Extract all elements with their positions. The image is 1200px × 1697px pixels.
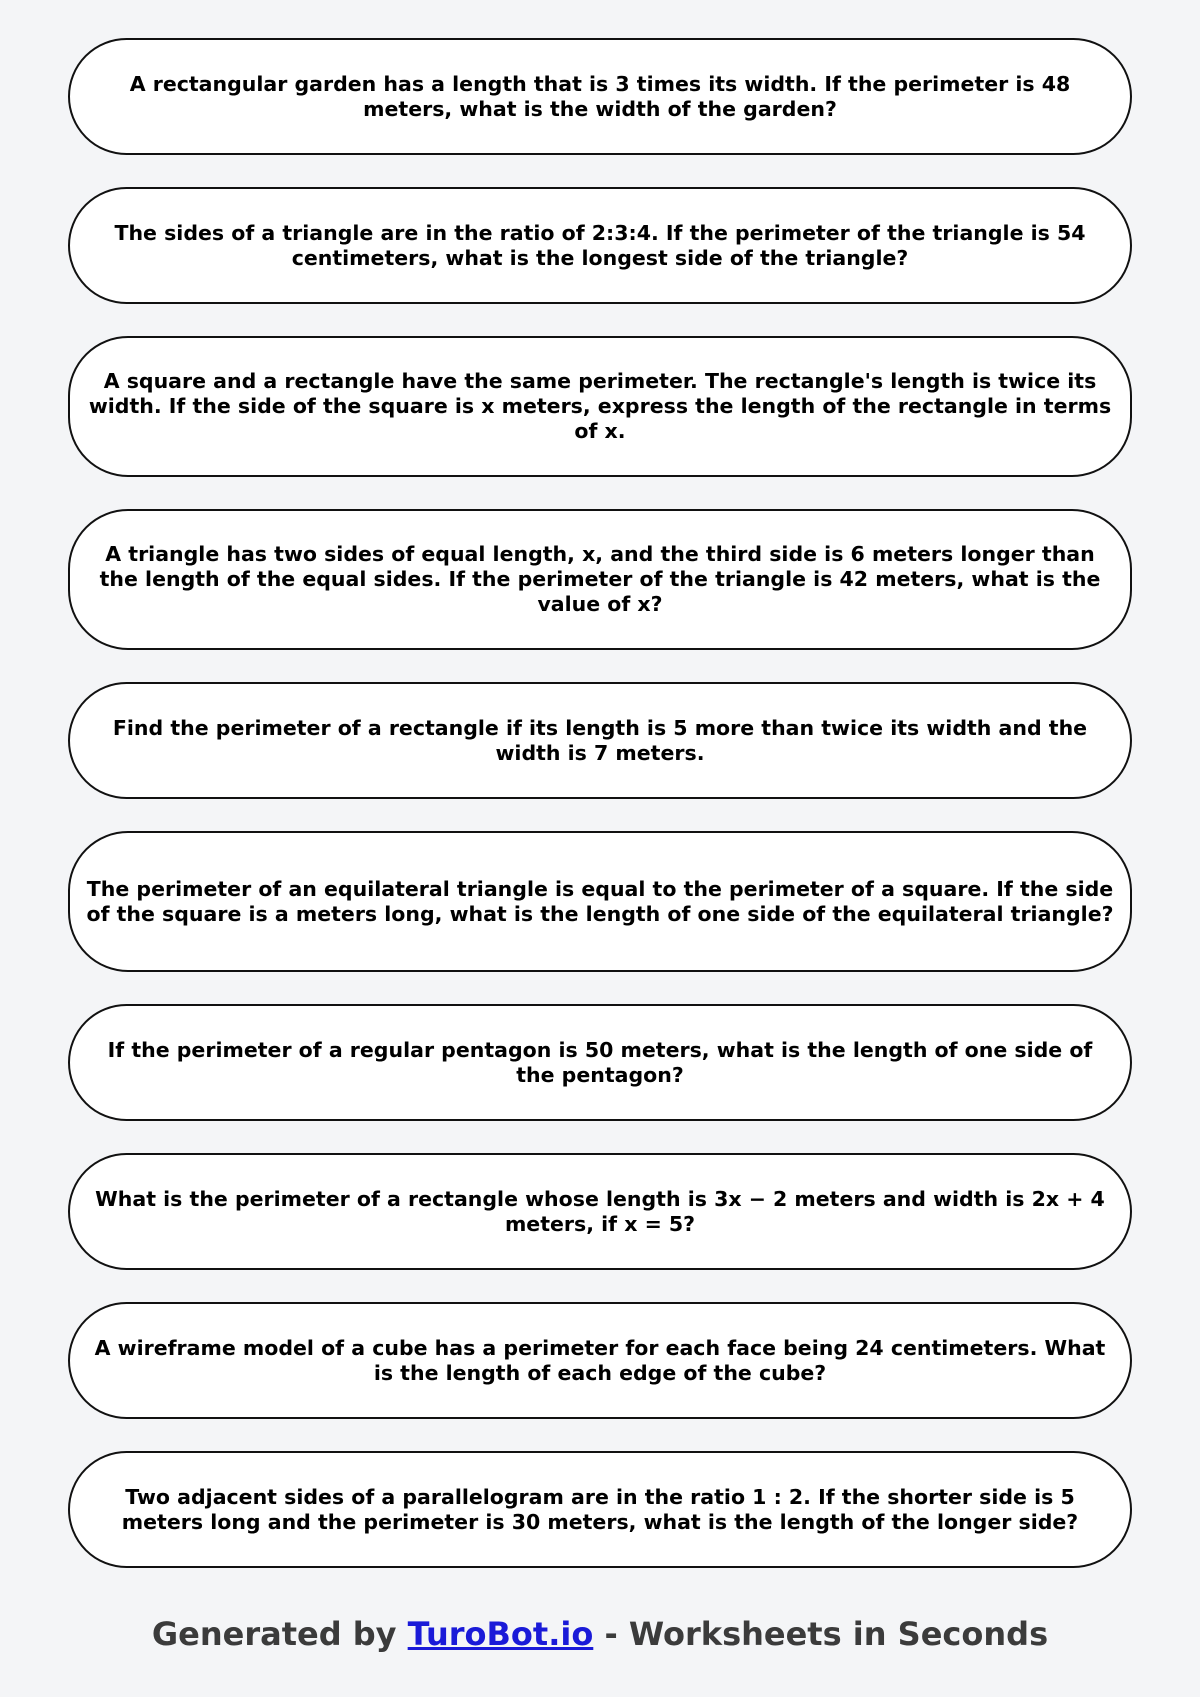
question-text: Two adjacent sides of a parallelogram are in the ratio 1 : 2. If the shorter side is 5 meters long and the perimeter is 30 meters, what is the length of the longer side? <box>121 1484 1079 1534</box>
footer-prefix: Generated by <box>151 1615 408 1653</box>
question-card <box>68 1302 1132 1419</box>
turobot-link[interactable]: TuroBot.io <box>407 1615 594 1653</box>
question-card <box>68 336 1132 477</box>
question-text: What is the perimeter of a rectangle whose length is 3x − 2 meters and width is 2x + 4 meters, if x = 5? <box>95 1186 1105 1236</box>
question-card <box>68 1451 1132 1568</box>
question-card <box>68 1004 1132 1121</box>
question-text: A rectangular garden has a length that is 3 times its width. If the perimeter is 48 meters, what is the width of the garden? <box>129 71 1071 121</box>
question-card <box>68 187 1132 304</box>
question-text: A triangle has two sides of equal length, x, and the third side is 6 meters longer than the length of the equal sides. If the perimeter of the triangle is 42 meters, what is the value of x? <box>99 542 1101 616</box>
question-list <box>68 38 1132 1600</box>
question-text: The perimeter of an equilateral triangle is equal to the perimeter of a square. If the side of the square is a meters long, what is the length of one side of the equilateral triangle? <box>86 876 1114 926</box>
question-text: A wireframe model of a cube has a perimeter for each face being 24 centimeters. What is the length of each edge of the cube? <box>94 1335 1106 1385</box>
question-card <box>68 682 1132 799</box>
question-text: Find the perimeter of a rectangle if its length is 5 more than twice its width and the width is 7 meters. <box>112 715 1088 765</box>
question-card <box>68 509 1132 650</box>
question-card <box>68 831 1132 972</box>
footer-suffix: - Worksheets in Seconds <box>593 1615 1049 1653</box>
question-card <box>68 1153 1132 1270</box>
question-text: If the perimeter of a regular pentagon is 50 meters, what is the length of one side of the pentagon? <box>107 1037 1093 1087</box>
footer <box>0 1614 1200 1654</box>
question-card <box>68 38 1132 155</box>
question-text: A square and a rectangle have the same perimeter. The rectangle's length is twice its width. If the side of the square is x meters, express the length of the rectangle in terms of x. <box>88 369 1112 443</box>
question-text: The sides of a triangle are in the ratio of 2:3:4. If the perimeter of the triangle is 54 centimeters, what is the longest side of the triangle? <box>114 220 1086 270</box>
